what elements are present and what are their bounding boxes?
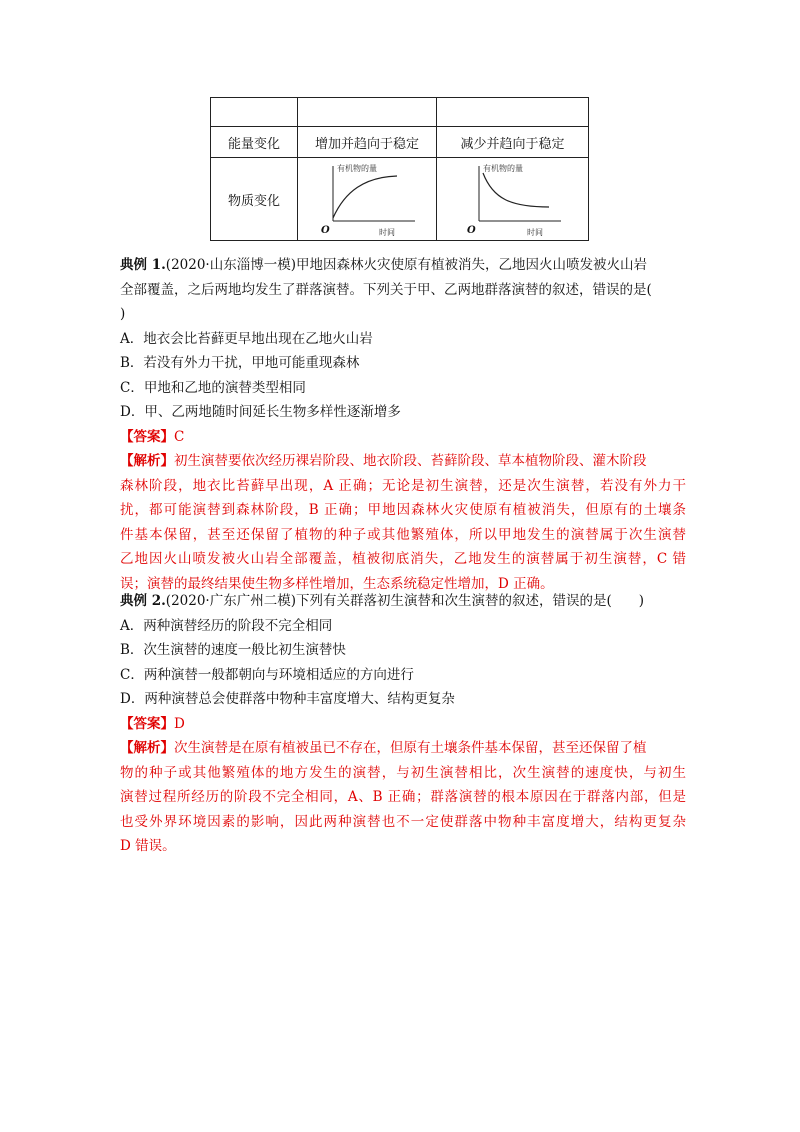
analysis-line: 误；演替的最终结果使生物多样性增加，生态系统稳定性增加，D 正确。 bbox=[120, 575, 554, 592]
analysis-label: 【解析】 bbox=[120, 740, 174, 756]
table-cell bbox=[211, 98, 298, 127]
option-b: B．若没有外力干扰，甲地可能重现森林 bbox=[120, 355, 360, 371]
energy-secondary: 减少并趋向于稳定 bbox=[437, 127, 589, 158]
organic-matter-increase-graph bbox=[317, 161, 417, 237]
option-d: D．两种演替总会使群落中物种丰富度增大、结构更复杂 bbox=[120, 691, 455, 707]
option-c: C．两种演替一般都朝向与环境相适应的方向进行 bbox=[120, 666, 414, 683]
analysis-line: 乙地因火山喷发被火山岩全部覆盖，植被彻底消失，乙地发生的演替属于初生演替，C 错 bbox=[120, 551, 686, 567]
example-2 bbox=[120, 589, 686, 859]
example-1 bbox=[120, 253, 686, 596]
analysis-line bbox=[120, 736, 686, 761]
analysis-line bbox=[120, 449, 686, 474]
y-axis-label: 有机物的量 bbox=[337, 164, 377, 173]
increase-curve bbox=[333, 176, 397, 218]
analysis-text: 初生演替要依次经历裸岩阶段、地衣阶段、苔藓阶段、草本植物阶段、灌木阶段 bbox=[174, 453, 647, 469]
table-header-row bbox=[211, 98, 589, 127]
analysis-line: 森林阶段，地衣比苔藓早出现，A 正确；无论是初生演替，还是次生演替，若没有外力干 bbox=[120, 477, 686, 494]
decrease-curve bbox=[483, 173, 549, 207]
answer-line bbox=[120, 425, 686, 450]
stem-text: 甲地因森林火灾使原有植被消失，乙地因火山喷发被火山岩 bbox=[295, 257, 647, 273]
comparison-table bbox=[210, 97, 589, 241]
example-label: 典例 1. bbox=[120, 257, 166, 273]
analysis-line: 演替过程所经历的阶段不完全相同，A、B 正确；群落演替的根本原因在于群落内部，但是 bbox=[120, 789, 686, 805]
row-label-material: 物质变化 bbox=[211, 158, 298, 241]
x-axis-label: 时间 bbox=[379, 228, 395, 237]
table-cell bbox=[437, 98, 589, 127]
x-axis-label: 时间 bbox=[526, 228, 543, 237]
example-label: 典例 2. bbox=[120, 593, 166, 609]
answer-label: 【答案】 bbox=[120, 428, 174, 445]
answer-value: D bbox=[174, 715, 185, 732]
answer-label: 【答案】 bbox=[120, 715, 174, 732]
graph-cell-right bbox=[437, 158, 589, 241]
graph-cell-left bbox=[298, 158, 437, 241]
example-source: (2020·广东广州二模) bbox=[165, 593, 296, 609]
answer-value: C bbox=[174, 428, 185, 445]
example-1-stem-line bbox=[120, 253, 686, 278]
option-c: C．甲地和乙地的演替类型相同 bbox=[120, 379, 306, 396]
origin-label: O bbox=[466, 225, 476, 236]
example-2-stem-line bbox=[120, 589, 686, 614]
stem-text: 全部覆盖，之后两地均发生了群落演替。下列关于甲、乙两地群落演替的叙述，错误的是( bbox=[120, 281, 652, 298]
table-row-energy bbox=[211, 127, 589, 158]
row-label-energy: 能量变化 bbox=[211, 127, 298, 158]
table-row-material bbox=[211, 158, 589, 241]
option-b: B．次生演替的速度一般比初生演替快 bbox=[120, 642, 346, 658]
origin-label: O bbox=[321, 225, 330, 236]
analysis-line: 也受外界环境因素的影响，因此两种演替也不一定使群落中物种丰富度增大，结构更复杂 bbox=[120, 813, 686, 830]
table-cell bbox=[298, 98, 437, 127]
y-axis-label: 有机物的量 bbox=[482, 164, 523, 173]
analysis-line: 物的种子或其他繁殖体的地方发生的演替，与初生演替相比，次生演替的速度快，与初生 bbox=[120, 764, 686, 781]
option-a: A．地衣会比苔藓更早地出现在乙地火山岩 bbox=[120, 330, 373, 347]
option-a: A．两种演替经历的阶段不完全相同 bbox=[120, 617, 333, 634]
analysis-line: 扰，都可能演替到森林阶段，B 正确；甲地因森林火灾使原有植被消失，但原有的土壤条 bbox=[120, 502, 686, 518]
analysis-line: D 错误。 bbox=[120, 838, 176, 854]
organic-matter-decrease-graph bbox=[463, 161, 563, 237]
analysis-label: 【解析】 bbox=[120, 453, 174, 469]
analysis-line: 件基本保留，甚至还保留了植物的种子或其他繁殖体，所以甲地发生的演替属于次生演替 bbox=[120, 526, 686, 543]
stem-text: 下列有关群落初生演替和次生演替的叙述，错误的是( ) bbox=[295, 593, 645, 609]
example-source: (2020·山东淄博一模) bbox=[165, 257, 296, 273]
option-d: D．甲、乙两地随时间延长生物多样性逐渐增多 bbox=[120, 404, 401, 420]
analysis-text: 次生演替是在原有植被虽已不存在，但原有土壤条件基本保留，甚至还保留了植 bbox=[174, 740, 647, 756]
energy-primary: 增加并趋向于稳定 bbox=[298, 127, 437, 158]
stem-text: ) bbox=[120, 306, 126, 322]
answer-line bbox=[120, 712, 686, 737]
